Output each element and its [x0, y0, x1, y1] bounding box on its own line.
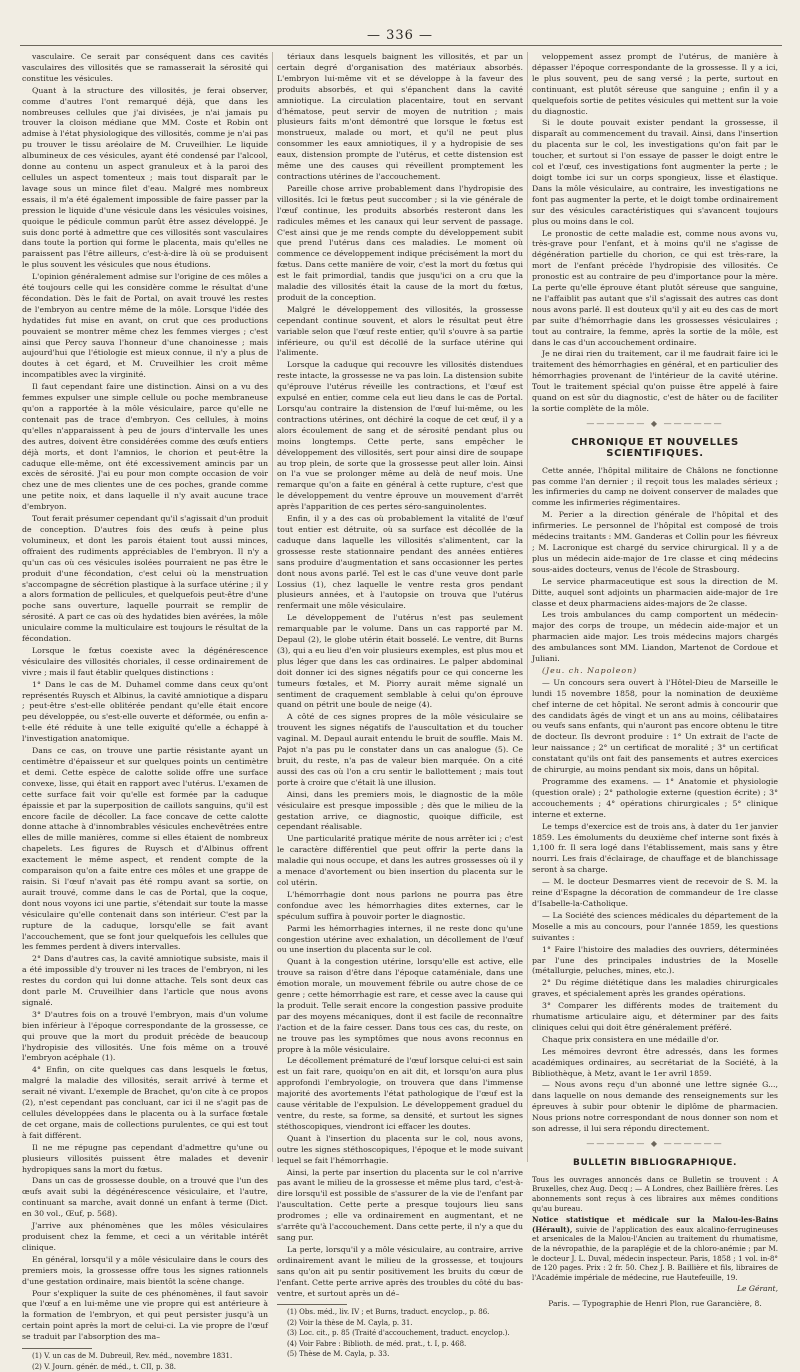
footnote-rule: [277, 1304, 347, 1305]
column-3: [532, 52, 778, 1309]
paragraph: Il ne me répugne pas cependant d'admettre qu'une ou plusieurs villosités puissent être malades et devenir hydropiques sans la mort du fœtus.: [22, 1142, 268, 1174]
paragraph: Si le doute pouvait exister pendant la grossesse, il disparaît au commencement du travail. Ainsi, dans l'insertion du placenta sur le col, les investigations qu'on fait par le toucher, et surtout si l'on essaye de passer le doigt entre le col et l'œuf, ces investigations font augmenter la perte ; le doigt tombe ici sur un corps spongieux, lisse et élastique. Dans la môle vésiculaire, au contraire, les investigations ne font pas augmenter la perte, et le doigt tombe ordinairement sur des vésicules caractéristiques qui s'avancent toujours plus ou moins dans le col.: [532, 118, 778, 226]
paragraph: 1° Faire l'histoire des maladies des ouvriers, déterminées par l'une des principales industries de la Moselle (métallurgie, peluches, mines, etc.).: [532, 944, 778, 976]
paragraph: Les mémoires devront être adressés, dans les formes académiques ordinaires, au secrétariat de la Société, à la Bibliothèque, à Metz, avant le 1er avril 1859.: [532, 1046, 778, 1078]
paragraph: Je ne dirai rien du traitement, car il me faudrait faire ici le traitement des hémorrhagies en général, et en particulier des hémorrhagies provenant de l'intérieur de la cavité utérine. Tout le traitement spécial qu'on puisse être appelé à faire quand on est sûr du diagnostic, c'est de hâter ou de faciliter la sortie complète de la môle.: [532, 349, 778, 413]
ornament-divider: —————— ◆ ——————: [586, 1139, 724, 1148]
paragraph: Chaque prix consistera en une médaille d'or.: [542, 1034, 719, 1044]
paragraph: Dans ce cas, on trouve une partie résistante ayant un centimètre d'épaisseur et sur quelques points un centimètre et demi. Cette espèce de calotte solide offre une surface convexe, lisse, qui était en rapport avec l'utérus. L'examen de cette surface fait voir qu'elle est formée par la caduque épaissie et par la superposition de caillots sanguins, qu'il est encore facile de décoller. La face concave de cette calotte donne attache à d'innombrables vésicules enchevêtrées entre elles de mille manières, comme si elles étaient de nombreux chapelets. Les figures de Ruysch et d'Albinus offrent exactement le même aspect, et rendent compte de la comparaison qu'on a faite entre ces môles et une grappe de raisin. Si l'œuf n'avait pas été rompu avant sa sortie, on aurait trouvé, comme dans le cas de Portal, que la coque, dont nous voyons ici une partie, s'étendait sur toute la masse vésiculaire qu'elle contenait dans son intérieur. C'est par la rupture de la caduque, lorsqu'elle se fait avant l'accouchement, que se font jour quelquefois les cellules que les femmes perdent à divers intervalles.: [22, 746, 268, 952]
paragraph: L'opinion généralement admise sur l'origine de ces môles a été toujours celle qui les considère comme le résultat d'une fécondation. Dès le fait de Portal, on avait trouvé les restes de l'embryon au centre même de la môle. Lorsque l'idée des hydatides fut mise en avant, on crut que ces productions pouvaient se montrer même chez les femmes vierges ; c'est ainsi que Percy sauva l'honneur d'une chanoinesse ; mais aujourd'hui que l'étiologie est mieux connue, il n'y a plus de doutes à cet égard, et M. Cruveilhier les croit même incompatibles avec la virginité.: [22, 272, 268, 380]
ornament-divider: —————— ◆ ——————: [586, 418, 724, 428]
column-1: [22, 52, 268, 1371]
paragraph: Lorsque le fœtus coexiste avec la dégénérescence vésiculaire des villosités choriales, il cesse ordinairement de vivre ; mais il faut établir quelques distinctions :: [22, 645, 268, 677]
paragraph: veloppement assez prompt de l'utérus, de manière à dépasser l'époque correspondante de la grossesse. Il y a ici, le plus souvent, peu de sang versé ; la perte, surtout en continuant, est plutôt séreuse que sanguine ; enfin il y a quelquefois sortie de petites vésicules qui mettent sur la voie du diagnostic.: [532, 52, 778, 116]
paragraph: — Nous avons reçu d'un abonné une lettre signée G..., dans laquelle on nous demande des renseignements sur les épreuves à subir pour obtenir le diplôme de pharmacien. Nous prions notre correspondant de nous donner son nom et son adresse, il lui sera répondu directement.: [532, 1080, 778, 1134]
paragraph: Quant à l'insertion du placenta sur le col, nous avons, outre les signes stéthoscopiques, l'époque et le mode suivant lequel se fait l'hémorrhagie.: [277, 1133, 523, 1165]
paragraph: 1° Dans le cas de M. Duhamel comme dans ceux qu'ont représentés Ruysch et Albinus, la cavité amniotique a disparu ; peut-être s'est-elle oblitérée pendant qu'elle était encore peu développée, ou s'est-elle ouverte et déformée, ou enfin a-t-elle été réduite à une telle exiguïté qu'elle a échappé à l'investigation anatomique.: [22, 679, 268, 744]
page-number: — 336 —: [366, 28, 434, 43]
paragraph: Cette année, l'hôpital militaire de Châlons ne fonctionne pas comme l'an dernier ; il reçoit tous les malades sérieux ; les infirmeries du camp ne doivent conserver de malades que comme les infirmeries régimentaires.: [532, 465, 778, 508]
header-rule: [20, 45, 782, 46]
paragraph: Parmi les hémorrhagies internes, il ne reste donc qu'une congestion utérine avec exhalation, un décollement de l'œuf ou une insertion du placenta sur le col.: [277, 923, 523, 955]
paragraph: — Un concours sera ouvert à l'Hôtel-Dieu de Marseille le lundi 15 novembre 1858, pour la nomination de deuxième chef interne de cet hôpital. Ne seront admis à concourir que des candidats âgés de vingt et un ans au moins, célibataires ou veufs sans enfants, qui n'auront pas encore obtenu le titre de docteur. Ils devront produire : 1° Un extrait de l'acte de leur naissance ; 2° un certificat de moralité ; 3° un certificat constatant qu'ils ont fait des pansements et autres exercices de chirurgie, au moins pendant six mois, dans un hôpital.: [532, 677, 778, 775]
paragraph: Programme des examens. — 1° Anatomie et physiologie (question orale) ; 2° pathologie externe (question écrite) ; 3° accouchements ; 4° opérations chirurgicales ; 5° clinique interne et externe.: [532, 777, 778, 819]
paragraph: 2° Du régime diététique dans les maladies chirurgicales graves, et spécialement après les grandes opérations.: [532, 978, 778, 999]
paragraph: En général, lorsqu'il y a môle vésiculaire dans le cours des premiers mois, la grossesse offre tous les signes rationnels d'une gestation ordinaire, mais bientôt la scène change.: [22, 1254, 268, 1286]
paragraph: Malgré le développement des villosités, la grossesse cependant continue souvent, et alors le résultat peut être variable selon que l'œuf reste entier, qu'il s'ouvre à sa partie inférieure, ou qu'il est décollé de la surface utérine qui l'alimente.: [277, 304, 523, 358]
paragraph: Les trois ambulances du camp comportent un médecin-major des corps de troupe, un médecin aide-major et un pharmacien aide major. Les trois médecins majors chargés des ambulances sont MM. Liandon, Martenot de Cordoue et Juliani.: [532, 610, 778, 664]
printer-line: Paris. — Typographie de Henri Plon, rue Garancière, 8.: [548, 1299, 762, 1309]
paragraph: Pareille chose arrive probablement dans l'hydropisie des villosités. Ici le fœtus peut succomber ; si la vie générale de l'œuf continue, les produits absorbés resteront dans les radicules mêmes et les canaux qui leur servent de passage. C'est ainsi que je me rends compte du développement subit que prend l'utérus dans ces maladies. Le moment où commence ce développement indique précisément la mort du fœtus. Dans cette manière de voir, c'est la mort du fœtus qui est le fait primordial, tandis que jusqu'ici on a cru que la maladie des villosités était la cause de la mort du fœtus, produit de la conception.: [277, 183, 523, 302]
paragraph: Le pronostic de cette maladie est, comme nous avons vu, très-grave pour l'enfant, et à moins qu'il ne s'agisse de dégénération partielle du chorion, ce qui est très-rare, la mort de l'enfant précède l'hydropisie des villosités. Ce pronostic est au contraire de peu d'importance pour la mère. La perte qu'elle éprouve étant plutôt séreuse que sanguine, ne l'affaiblit pas autant que s'il s'agissait des autres cas dont nous avons parlé. Il est douteux qu'il y ait eu des cas de mort par suite d'hémorrhagie dans les grossesses vésiculaires ; tout au contraire, la femme, après la sortie de la môle, est dans le cas d'un accouchement ordinaire.: [532, 228, 778, 347]
column-divider: [527, 52, 528, 1162]
footnote-rule: [22, 1348, 92, 1349]
footnote: (5) Thèse de M. Cayla, p. 33.: [287, 1350, 390, 1359]
bulletin-item-body: suivie de l'application des eaux alcalino-ferrugineuses et arsenicales de la Malou-l'Ancien au traitement du rhumatisme, de la névropathie, de la paraplégie et de la chloro-anémie ; par M. le docteur J. L. Duval, médecin inspecteur. Paris, 1858 ; 1 vol. in-8° de 120 pages. Prix : 2 fr. 50. Chez J. B. Baillière et fils, libraires de l'Académie impériale de médecine, rue Hautefeuille, 19.: [532, 1224, 778, 1282]
column-divider: [272, 52, 273, 1162]
paragraph: tériaux dans lesquels baignent les villosités, et par un certain degré d'organisation des matériaux absorbés. L'embryon lui-même vit et se développe à la faveur des produits absorbés, et qui s'épanchent dans la cavité amniotique. La circulation placentaire, tout en servant d'hématose, peut servir de moyen de nutrition ; mais plusieurs faits m'ont démontré que lorsque le fœtus est monstrueux, malade ou mort, et qu'il ne peut plus consommer les eaux amniotiques, il y a hydropisie de ses eaux, distension prompte de l'utérus, et cette distension est même une des causes qui réveillent promptement les contractions utérines de l'accouchement.: [277, 52, 523, 181]
paragraph: Ainsi, la perte par insertion du placenta sur le col n'arrive pas avant le milieu de la grossesse et même plus tard, c'est-à-dire lorsqu'il est possible de s'assurer de la vie de l'enfant par l'auscultation. Cette perte a presque toujours lieu sans prodromes ; elle va ordinairement en augmentant, et ne s'arrête qu'à l'accouchement. Dans cette perte, il n'y a que du sang pur.: [277, 1167, 523, 1242]
footnote: (1) Obs. méd., liv. IV ; et Burns, traduct. encyclop., p. 86.: [287, 1308, 490, 1317]
paragraph: Pour s'expliquer la suite de ces phénomènes, il faut savoir que l'œuf a en lui-même une vie propre qui est antérieure à la formation de l'embryon, et qui peut persister jusqu'à un certain point après la mort de celui-ci. La vie propre de l'œuf se traduit par l'absorption des ma–: [22, 1288, 268, 1342]
paragraph: 3° D'autres fois on a trouvé l'embryon, mais d'un volume bien inférieur à l'époque correspondante de la grossesse, ce qui prouve que la mort du produit précède de beaucoup l'hydropisie des villosités. Une fois même on a trouvé l'embryon acéphale (1).: [22, 1009, 268, 1063]
paragraph: — La Société des sciences médicales du département de la Moselle a mis au concours, pour l'année 1859, les questions suivantes :: [532, 910, 778, 942]
paragraph: — M. le docteur Desmarres vient de recevoir de S. M. la reine d'Espagne la décoration de commandeur de 1re classe d'Isabelle-la-Catholique.: [532, 877, 778, 908]
paragraph: Le développement de l'utérus n'est pas seulement remarquable par le volume. Dans un cas rapporté par M. Depaul (2), le globe utérin était bosselé. Le ventre, dit Burns (3), qui a eu lieu d'en voir plusieurs exemples, est plus mou et plus léger que dans les cas ordinaires. Le palper abdominal doit donner ici des signes négatifs pour ce qui concerne les tumeurs fœtales, et M. Piorry aurait même signalé un sentiment de craquement semblable à celui qu'on éprouve quand on pétrit une boule de neige (4).: [277, 613, 523, 710]
paragraph: Enfin, il y a des cas où probablement la vitalité de l'œuf tout entier est détruite, où sa surface est décollée de la caduque dans laquelle les villosités s'alimentent, car la grossesse reste stationnaire pendant des années entières sans produire d'augmentation et sans occasionner les pertes dont nous avons parlé. Tel est le cas d'une veuve dont parle Lossius (1), chez laquelle le ventre resta gros pendant plusieurs années, et à l'autopsie on trouva que l'utérus renfermait une môle vésiculaire.: [277, 514, 523, 611]
paragraph: Quant à la congestion utérine, lorsqu'elle est active, elle trouve sa raison d'être dans l'époque cataméniale, dans une émotion morale, un mouvement fébrile ou autre chose de ce genre ; cette hémorrhagie est rare, et cesse avec la cause qui la produit. Telle serait encore la congestion passive produite par des moyens mécaniques, dont il est facile de reconnaître l'action et de la faire cesser. Dans tous ces cas, du reste, on ne trouve pas les symptômes que nous avons reconnus en propre à la môle vésiculaire.: [277, 957, 523, 1054]
paragraph: La perte, lorsqu'il y a môle vésiculaire, au contraire, arrive ordinairement avant le milieu de la grossesse, et toujours sans qu'on ait pu sentir positivement les bruits du cœur de l'enfant. Cette perte arrive après des troubles du côté du bas-ventre, et surtout après un dé–: [277, 1244, 523, 1298]
footnote: (3) Loc. cit., p. 85 (Traité d'accouchement, traduct. encyclop.).: [287, 1329, 510, 1338]
paragraph: 2° Dans d'autres cas, la cavité amniotique subsiste, mais il a été impossible d'y trouver ni les traces de l'embryon, ni les restes du cordon qui lui donne attache. Tels sont deux cas dont parle M. Cruveilhier dans l'article que nous avons signalé.: [22, 954, 268, 1007]
paragraph: 3° Comparer les différents modes de traitement du rhumatisme articulaire aigu, et déterminer par des faits cliniques celui qui doit être généralement préféré.: [532, 1001, 778, 1032]
paragraph: Dans un cas de grossesse double, on a trouvé que l'un des œufs avait subi la dégénérescence vésiculaire, et l'autre, continuant sa marche, avait donné un enfant à terme (Dict. en 30 vol., Œuf, p. 568).: [22, 1176, 268, 1219]
manager-signature: Le Gérant,: [736, 1284, 778, 1294]
handwritten-annotation: (Jeu. ch. Napoleon): [542, 665, 638, 675]
bulletin-item: [532, 1215, 778, 1282]
paragraph: Il faut cependant faire une distinction. Ainsi on a vu des femmes expulser une simple cellule ou poche membraneuse qu'on a rapportée à la môle vésiculaire, parce qu'elle ne contenait pas de trace d'embryon. Ces cellules, à moins qu'elles n'apparaissent à peu de jours d'intervalle les unes des autres, doivent être considérées comme des œufs entiers déjà morts, et dont l'amnios, le chorion et peut-être la caduque elle-même, ont été excessivement amincis par un excès de sérosité. J'ai eu pour mon compte occasion de voir chez une de mes clientes une de ces poches, grande comme une petite noix, et dans laquelle il n'y avait aucune trace d'embryon.: [22, 382, 268, 512]
paragraph: Lorsque la caduque qui recouvre les villosités distendues reste intacte, la grossesse ne va pas loin. La distension subite qu'éprouve l'utérus réveille les contractions, et l'œuf est expulsé en entier, comme cela eut lieu dans le cas de Portal. Lorsqu'au contraire la distension de l'œuf lui-même, ou les contractions utérines, ont déchiré la coque de cet œuf, il y a alors écoulement de sang et de sérosité pendant plus ou moins longtemps. Cette perte, sans empêcher le développement des villosités, sert pour ainsi dire de soupape au trop plein, de sorte que la grossesse peut aller loin. Ainsi on l'a vue se prolonger même au delà de neuf mois. Une remarque qu'on a faite en général à cette rupture, c'est que le développement du ventre éprouve un mouvement d'arrêt après l'apparition de ces pertes séro-sanguinolentes.: [277, 360, 523, 512]
paragraph: Quant à la structure des villosités, je ferai observer, comme d'autres l'ont remarqué déjà, que dans les nombreuses cellules que j'ai divisées, je n'ai jamais pu trouver la cloison médiane que MM. Coste et Robin ont admise à l'état physiologique des villosités, comme je n'ai pas pu trouver le tissu aréolaire de M. Cruveilhier. Le liquide albumineux de ces vésicules, ayant été condensé par l'alcool, donne au contenu un aspect granuleux et à la paroi des cellules un aspect tomenteux ; mais tout disparaît par le lavage sous un mince filet d'eau. Malgré mes nombreux essais, il m'a été également impossible de faire passer par la pression le liquide d'une vésicule dans les vésicules voisines, quoique le pédicule commun parût être assez développé. Je suis donc porté à admettre que ces villosités sont vasculaires dans toute la portion qui forme le placenta, mais qu'elles ne paraissent pas l'être ailleurs, c'est-à-dire là où se produisent le plus souvent les vésicules que nous étudions.: [22, 85, 268, 270]
paragraph: vasculaire. Ce serait par conséquent dans ces cavités vasculaires des villosités que se ramasserait la sérosité qui constitue les vésicules.: [22, 52, 268, 83]
bulletin-intro: Tous les ouvrages annoncés dans ce Bulletin se trouvent : A Bruxelles, chez Aug. Decq ; — A Londres, chez Baillière frères. Les abonnements sont reçus à ces libraires aux mêmes conditions qu'au bureau.: [532, 1174, 778, 1213]
bulletin-heading: BULLETIN BIBLIOGRAPHIQUE.: [572, 1157, 738, 1168]
paragraph: Ainsi, dans les premiers mois, le diagnostic de la môle vésiculaire est presque impossible ; dès que le milieu de la gestation arrive, ce diagnostic, quoique difficile, est cependant réalisable.: [277, 789, 523, 832]
bulletin-block: [532, 1175, 778, 1283]
footnote: (4) Voir Fabre : Biblioth. de méd. prat., t. I, p. 468.: [287, 1339, 467, 1348]
paragraph: L'hémorrhagie dont nous parlons ne pourra pas être confondue avec les hémorrhagies dites externes, car le spéculum suffira à pouvoir porter le diagnostic.: [277, 889, 523, 921]
footnote: (1) V. un cas de M. Dubreuil, Rev. méd., novembre 1831.: [32, 1352, 233, 1361]
chronique-heading: CHRONIQUE ET NOUVELLES SCIENTIFIQUES.: [571, 436, 739, 459]
paragraph: Une particularité pratique mérite de nous arrêter ici ; c'est le caractère différentiel que peut offrir la perte dans la maladie qui nous occupe, et dans les autres grossesses où il y a menace d'avortement ou bien insertion du placenta sur le col utérin.: [277, 834, 523, 887]
paragraph: Tout ferait présumer cependant qu'il s'agissait d'un produit de conception. D'autres fois des œufs à peine plus volumineux, et dont les parois étaient tout aussi minces, offraient des rudiments appréciables de l'embryon. Il n'y a qu'un cas où ces vésicules isolées pourraient ne pas être le produit d'une fécondation, c'est celui où la menstruation s'accompagne de sécrétion plastique à la surface utérine ; il y a alors formation de pellicules, et quelquefois peut-être d'une poche sans ouverture, laquelle pourrait se remplir de sérosité. A part ce cas où des hydatides bien avérées, la môle uniculaire comme la multiculaire est toujours le résultat de la fécondation.: [22, 514, 268, 644]
footnote: (2) Voir la thèse de M. Cayla, p. 31.: [287, 1318, 413, 1327]
paragraph: Le temps d'exercice est de trois ans, à dater du 1er janvier 1859. Les émoluments du deuxième chef interne sont fixés à 1,100 fr. Il sera logé dans l'établissement, mais sans y être nourri. Les frais d'éclairage, de chauffage et de blanchissage seront à sa charge.: [532, 821, 778, 875]
paragraph: A côté de ces signes propres de la môle vésiculaire se trouvent les signes négatifs de l'auscultation et du toucher vaginal. M. Depaul aurait entendu le bruit de souffle. Mais M. Pajot n'a pas pu le constater dans un cas analogue (5). Ce bruit, du reste, n'a pas de valeur bien marquée. On a cité aussi des cas où l'on a cru sentir le ballottement ; mais tout porte à croire que c'était là une illusion.: [277, 712, 523, 787]
bulletin-item-title: Notice statistique et médicale sur la Malou-les-Bains (Hérault),: [532, 1215, 778, 1234]
paragraph: Le service pharmaceutique est sous la direction de M. Ditte, auquel sont adjoints un pharmacien aide-major de 1re classe et deux pharmaciens aides-majors de 2e classe.: [532, 576, 778, 608]
paragraph: 4° Enfin, on cite quelques cas dans lesquels le fœtus, malgré la maladie des villosités, serait arrivé à terme et serait né vivant. L'exemple de Brachet, qu'on cite à ce propos (2), n'est cependant pas concluant, car ici il ne s'agit pas de cellules développées dans le placenta ou à la surface fœtale de cet organe, mais de collections purulentes, ce qui est tout à fait différent.: [22, 1065, 268, 1140]
footnote: (2) V. Journ. génér. de méd., t. CII, p. 38.: [32, 1362, 177, 1371]
paragraph: M. Perier a la direction générale de l'hôpital et des infirmeries. Le personnel de l'hôpital est composé de trois médecins traitants : MM. Ganderas et Collin pour les fiévreux ; M. Lacronique est chargé du service chirurgical. Il y a de plus un médecin aide-major de 1re classe et cinq médecins sous-aides docteurs, venus de l'école de Strasbourg.: [532, 510, 778, 574]
paragraph: Le décollement prématuré de l'œuf lorsque celui-ci est sain est un fait rare, quoiqu'on en ait dit, et lorsqu'on aura plus approfondi l'embryologie, on trouvera que dans l'immense majorité des avortements l'état pathologique de l'œuf est la cause véritable de l'expulsion. Le développement graduel du ventre, du reste, sa forme, sa densité, et surtout les signes stéthoscopiques, viendront ici effacer les doutes.: [277, 1056, 523, 1131]
paragraph: J'arrive aux phénomènes que les môles vésiculaires produisent chez la femme, et ceci a un véritable intérêt clinique.: [22, 1221, 268, 1252]
column-2: [277, 52, 523, 1359]
